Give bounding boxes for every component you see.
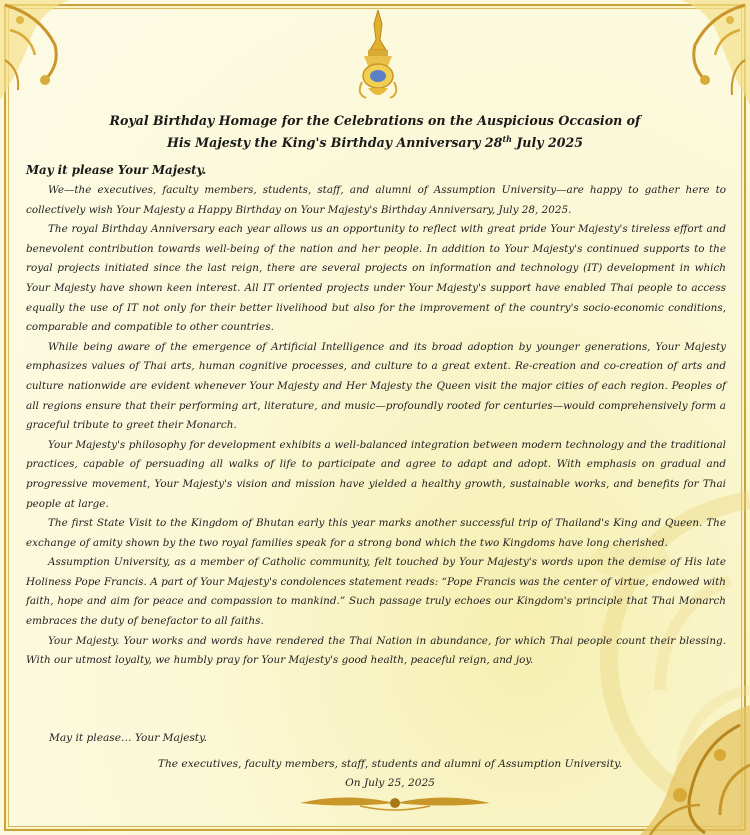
letter-body xyxy=(26,181,726,671)
bottom-divider-ornament xyxy=(300,792,490,814)
signature-date: On July 25, 2025 xyxy=(345,777,435,789)
paragraph-3: While being aware of the emergence of Artificial Intelligence and its broad adoption by younger generations, Your Majesty emphasizes values of Thai arts, human cognitive processes, and culture to a great extent. Re-creation and co-creation of arts and culture nationwide are evident whenever Your Majesty and Her Majesty the Queen visit the major cities of each region. Peoples of all regions ensure that their performing art, literature, and music—profoundly rooted for centuries—would comprehensively form a graceful tribute to greet their Monarch. xyxy=(26,340,726,432)
page-title-line2 xyxy=(0,134,750,150)
closing-line: May it please… Your Majesty. xyxy=(49,732,208,744)
paragraph-6: Assumption University, as a member of Catholic community, felt touched by Your Majesty's words upon the demise of His late Holiness Pope Francis. A part of Your Majesty's condolences statement reads: “Pope Francis was the center of virtue, endowed with faith, hope and aim for peace and compassion to mankind.” Such passage truly echoes our Kingdom's principle that Thai Monarch embraces the duty of benefactor to all faiths. xyxy=(26,556,726,628)
page-title-line1: Royal Birthday Homage for the Celebrations on the Auspicious Occasion of xyxy=(109,113,641,128)
title-line2-text: His Majesty the King's Birthday Anniversary 28 xyxy=(166,135,503,151)
title-line2-superscript: th xyxy=(502,134,512,144)
royal-emblem xyxy=(356,10,400,102)
paragraph-7: Your Majesty. Your works and words have rendered the Thai Nation in abundance, for which Thai people count their blessing. With our utmost loyalty, we humbly pray for Your Majesty's good health, peaceful reign, and joy. xyxy=(26,634,726,667)
top-left-gold-ornament xyxy=(0,0,80,110)
paragraph-2: The royal Birthday Anniversary each year allows us an opportunity to reflect with great pride Your Majesty's tireless effort and benevolent contribution towards well-being of the nation and her people. In addition to Your Majesty's continued supports to the royal projects initiated since the last reign, there are several projects on information and technology (IT) development in which Your Majesty have shown keen interest. All IT oriented projects under Your Majesty's support have enabled Thai people to access equally the use of IT not only for their better livelihood but also for the improvement of the country's socio-economic conditions, comparable and compatible to other countries. xyxy=(26,223,726,334)
paragraph-4: Your Majesty's philosophy for development exhibits a well-balanced integration between modern technology and the traditional practices, capable of persuading all walks of life to participate and agree to adapt and adopt. With emphasis on gradual and progressive movement, Your Majesty's vision and mission have yielded a healthy growth, sustainable works, and benefits for Thai people at large. xyxy=(26,438,726,510)
paragraph-5: The first State Visit to the Kingdom of Bhutan early this year marks another successful trip of Thailand's King and Queen. The exchange of amity shown by the two royal families speak for a strong bond which the two Kingdoms have long cherished. xyxy=(26,517,726,549)
top-right-gold-ornament xyxy=(670,0,750,120)
salutation: May it please Your Majesty. xyxy=(26,163,207,177)
title-line2-suffix: July 2025 xyxy=(511,135,584,151)
paragraph-1: We—the executives, faculty members, students, staff, and alumni of Assumption University—are happy to gather here to collectively wish Your Majesty a Happy Birthday on Your Majesty's Birthday Anniversary, July 28, 2025. xyxy=(26,184,726,216)
signature-line: The executives, faculty members, staff, students and alumni of Assumption University. xyxy=(157,758,623,770)
